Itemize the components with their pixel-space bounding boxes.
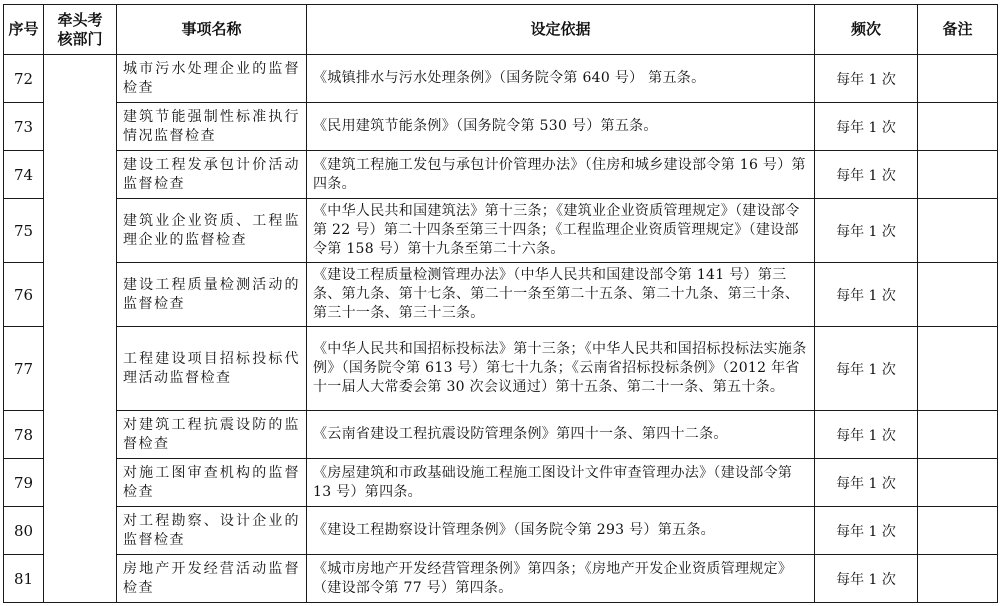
lead-department-cell (44, 55, 117, 603)
row-item-name: 对施工图审查机构的监督检查 (117, 459, 307, 507)
header-name: 事项名称 (117, 5, 307, 55)
row-item-name: 建筑业企业资质、工程监理企业的监督检查 (117, 199, 307, 263)
row-basis: 《民用建筑节能条例》（国务院令第 530 号）第五条。 (307, 103, 815, 151)
row-seq: 81 (4, 555, 44, 603)
row-note (918, 411, 998, 459)
header-basis: 设定依据 (307, 5, 815, 55)
table-row (4, 263, 998, 327)
header-dept-line2: 核部门 (57, 29, 103, 48)
row-frequency: 每年 1 次 (815, 327, 918, 411)
row-seq: 76 (4, 263, 44, 327)
row-frequency: 每年 1 次 (815, 411, 918, 459)
row-frequency: 每年 1 次 (815, 199, 918, 263)
table-row (4, 411, 998, 459)
header-freq: 频次 (815, 5, 918, 55)
header-dept-line1: 牵头考 (57, 10, 103, 29)
table-row (4, 555, 998, 603)
row-basis: 《云南省建设工程抗震设防管理条例》第四十一条、第四十二条。 (307, 411, 815, 459)
row-note (918, 459, 998, 507)
row-item-name: 建筑节能强制性标准执行情况监督检查 (117, 103, 307, 151)
row-basis: 《建设工程质量检测管理办法》（中华人民共和国建设部令第 141 号）第三条、第九条、第十七条、第二十一条至第二十五条、第二十九条、第三十条、第三十一条、第三十三条。 (307, 263, 815, 327)
header-dept (44, 5, 117, 55)
table-row (4, 199, 998, 263)
row-item-name: 建设工程质量检测活动的监督检查 (117, 263, 307, 327)
row-seq: 72 (4, 55, 44, 103)
row-basis: 《建设工程勘察设计管理条例》（国务院令第 293 号）第五条。 (307, 507, 815, 555)
row-note (918, 507, 998, 555)
row-seq: 78 (4, 411, 44, 459)
row-note (918, 103, 998, 151)
row-item-name: 对建筑工程抗震设防的监督检查 (117, 411, 307, 459)
row-note (918, 55, 998, 103)
header-row (4, 5, 998, 55)
row-basis: 《中华人民共和国建筑法》第十三条；《建筑业企业资质管理规定》（建设部令第 22 号）第二十四条至第三十四条；《工程监理企业资质管理规定》（建设部令第 158 号）第十九条至第二十六条。 (307, 199, 815, 263)
row-frequency: 每年 1 次 (815, 459, 918, 507)
table-row (4, 327, 998, 411)
row-note (918, 263, 998, 327)
row-seq: 73 (4, 103, 44, 151)
row-frequency: 每年 1 次 (815, 151, 918, 199)
row-note (918, 555, 998, 603)
header-note: 备注 (918, 5, 998, 55)
row-item-name: 建设工程发承包计价活动监督检查 (117, 151, 307, 199)
row-seq: 80 (4, 507, 44, 555)
row-note (918, 151, 998, 199)
row-frequency: 每年 1 次 (815, 55, 918, 103)
row-frequency: 每年 1 次 (815, 507, 918, 555)
table-row (4, 151, 998, 199)
row-basis: 《城市房地产开发经营管理条例》第四条；《房地产开发企业资质管理规定》（建设部令第 77 号）第四条。 (307, 555, 815, 603)
header-seq: 序号 (4, 5, 44, 55)
row-note (918, 327, 998, 411)
row-item-name: 城市污水处理企业的监督检查 (117, 55, 307, 103)
row-item-name: 房地产开发经营活动监督检查 (117, 555, 307, 603)
row-seq: 75 (4, 199, 44, 263)
row-frequency: 每年 1 次 (815, 263, 918, 327)
row-item-name: 工程建设项目招标投标代理活动监督检查 (117, 327, 307, 411)
row-basis: 《中华人民共和国招标投标法》第十三条；《中华人民共和国招标投标法实施条例》（国务院令第 613 号）第七十九条；《云南省招标投标条例》（2012 年省十一届人大常委会第 30 次会议通过）第十五条、第二十一条、第五十条。 (307, 327, 815, 411)
table-row (4, 55, 998, 103)
row-seq: 79 (4, 459, 44, 507)
row-basis: 《城镇排水与污水处理条例》（国务院令第 640 号） 第五条。 (307, 55, 815, 103)
row-frequency: 每年 1 次 (815, 103, 918, 151)
table-row (4, 103, 998, 151)
table-row (4, 507, 998, 555)
table-row (4, 459, 998, 507)
inspection-items-table (3, 4, 998, 603)
row-seq: 74 (4, 151, 44, 199)
row-seq: 77 (4, 327, 44, 411)
row-basis: 《建筑工程施工发包与承包计价管理办法》（住房和城乡建设部令第 16 号）第四条。 (307, 151, 815, 199)
row-item-name: 对工程勘察、设计企业的监督检查 (117, 507, 307, 555)
row-basis: 《房屋建筑和市政基础设施工程施工图设计文件审查管理办法》（建设部令第 13 号）第四条。 (307, 459, 815, 507)
row-frequency: 每年 1 次 (815, 555, 918, 603)
row-note (918, 199, 998, 263)
